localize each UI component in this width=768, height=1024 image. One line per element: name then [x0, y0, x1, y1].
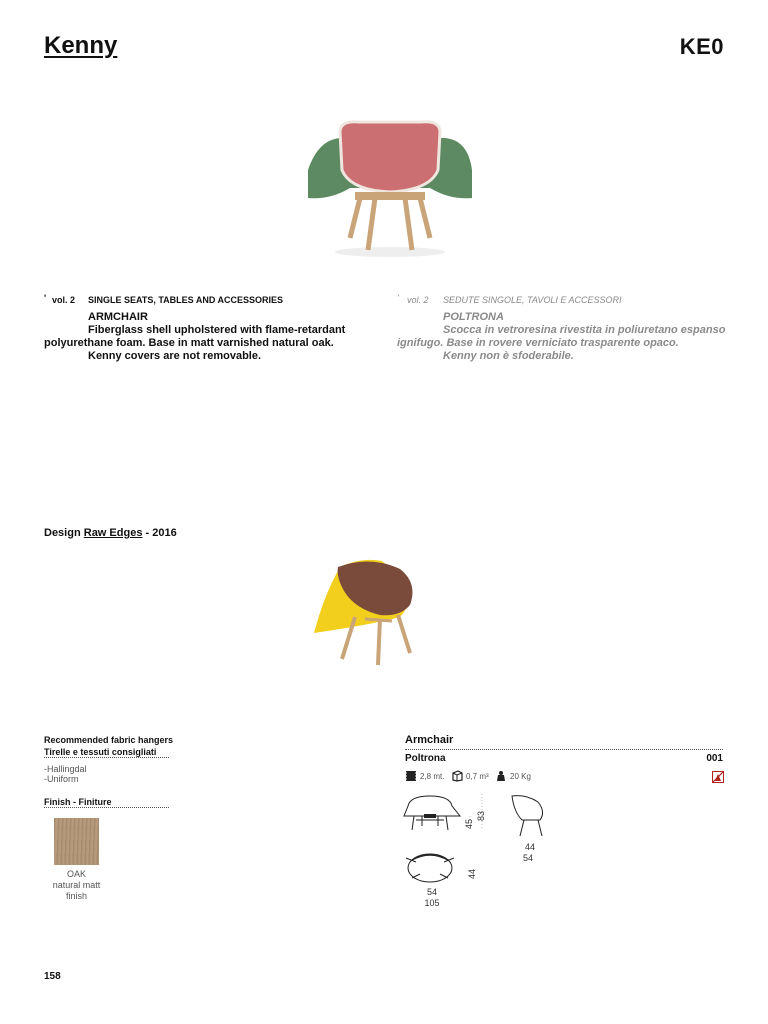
- chair-leg: [368, 198, 375, 250]
- en-line-3: Kenny covers are not removable.: [88, 350, 262, 362]
- it-category: SEDUTE SINGOLE, TAVOLI E ACCESSORI: [443, 295, 622, 305]
- side-width-label: 54: [522, 853, 534, 863]
- package-volume: 0,7 m³: [466, 772, 489, 781]
- side-view-drawing: [512, 796, 543, 836]
- it-product-type: POLTRONA: [443, 311, 504, 323]
- it-line-3: Kenny non è sfoderabile.: [443, 350, 574, 362]
- product-code: KE0: [679, 34, 724, 59]
- page-number: 158: [44, 971, 61, 982]
- seat-height-label: 45: [464, 818, 474, 830]
- en-product-type: ARMCHAIR: [88, 311, 148, 323]
- side-depth-label: 44: [524, 842, 536, 852]
- chair-leg: [398, 615, 410, 653]
- product-name-it: Poltrona: [405, 753, 446, 764]
- design-prefix: Design: [44, 527, 81, 539]
- fabric-roll-icon: [405, 770, 417, 782]
- chair-base-frame: [365, 619, 392, 621]
- design-credit: [44, 527, 177, 539]
- it-line-1: Scocca in vetroresina rivestita in poliuretano espanso: [443, 324, 726, 336]
- designer-name: Raw Edges: [83, 527, 143, 539]
- it-line-2: ignifugo. Base in rovere verniciato trasparente opaco.: [397, 337, 679, 349]
- fabric-heading-en: Recommended fabric hangers: [44, 735, 174, 745]
- top-view-drawing: [406, 854, 454, 882]
- page-title: Kenny: [44, 32, 118, 59]
- fire-retardant-icon: [712, 771, 724, 783]
- en-line-1: Fiberglass shell upholstered with flame-retardant: [88, 324, 346, 336]
- en-line-2: polyurethane foam. Base in matt varnished natural oak.: [44, 337, 334, 349]
- finish-label-1: OAK: [66, 869, 86, 879]
- fabric-item: -Hallingdal: [44, 764, 87, 774]
- chair-shadow: [335, 247, 445, 257]
- en-marker: ': [44, 293, 47, 303]
- armchair-photo-green: [300, 110, 480, 260]
- technical-drawings: [400, 790, 560, 910]
- weight-icon: [495, 770, 507, 782]
- chair-leg: [378, 619, 380, 665]
- top-depth-label: 44: [467, 868, 477, 880]
- en-volume: vol. 2: [52, 295, 76, 305]
- chair-base-frame: [355, 192, 425, 200]
- fabric-quantity: 2,8 mt.: [420, 772, 445, 781]
- chair-leg: [420, 198, 430, 238]
- it-volume: vol. 2: [407, 295, 429, 305]
- chair-cushion: [340, 122, 440, 192]
- fabric-item: -Uniform: [44, 774, 79, 784]
- package-volume-icon: [451, 770, 463, 782]
- chair-leg: [350, 198, 360, 238]
- finish-label-3: finish: [65, 891, 87, 901]
- product-weight: 20 Kg: [510, 772, 531, 781]
- armchair-photo-yellow: [310, 555, 440, 670]
- top-seat-label: 54: [426, 887, 438, 897]
- finish-label-2: natural matt: [52, 880, 101, 890]
- fabric-heading-it: Tirelle e tessuti consigliati: [44, 747, 169, 758]
- it-marker: ': [397, 293, 399, 303]
- product-name-en: Armchair: [405, 734, 454, 746]
- spec-divider: [405, 749, 723, 750]
- total-height-label: 83: [476, 810, 486, 822]
- finish-label: [44, 869, 109, 902]
- product-number: 001: [706, 753, 723, 764]
- oak-swatch: [54, 818, 99, 865]
- finish-heading: Finish - Finiture: [44, 797, 169, 808]
- en-category: SINGLE SEATS, TABLES AND ACCESSORIES: [88, 295, 284, 305]
- design-year: - 2016: [145, 527, 177, 539]
- front-view-drawing: [404, 796, 460, 830]
- chair-leg: [405, 198, 412, 250]
- top-width-label: 105: [424, 898, 440, 908]
